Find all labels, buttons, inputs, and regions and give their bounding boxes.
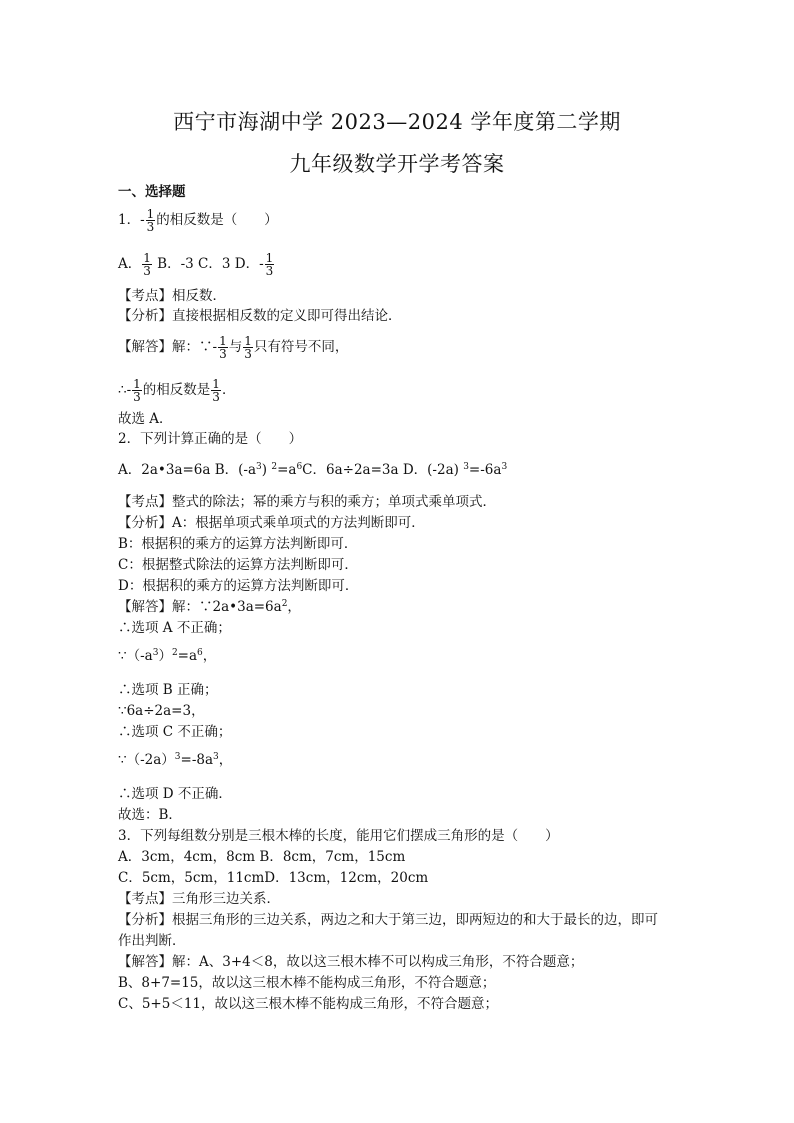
q1-jieda: 【解答】解：∵- $\frac{1}{3}$ 与 $\frac{1}{3}$ 只有符号不同， — [118, 334, 349, 361]
q3-kaodian: 【考点】三角形三边关系． — [118, 891, 280, 907]
q3-options-2: C．5cm，5cm，11cmD．13cm，12cm，20cm — [118, 870, 429, 886]
q3-jieda-a: 【解答】解：A、3+4＜8，故以这三根木棒不可以构成三角形，不符合题意； — [118, 954, 584, 970]
q3-jieda-c: C、5+5＜11，故以这三根木棒不能构成三角形，不符合题意； — [118, 996, 498, 1012]
fraction: $\frac{1}{3}$ — [146, 207, 155, 234]
q1-stem: 1．- $\frac{1}{3}$ 的相反数是（ ） — [118, 207, 278, 234]
q2-line-d: $\because(-2a)^3=-8a^3$， — [118, 752, 233, 768]
q2-step-b: ∴选项 B 正确； — [118, 682, 218, 698]
fraction: $\frac{1}{3}$ — [265, 251, 274, 278]
q1-conclusion: ∴- $\frac{1}{3}$ 的相反数是 $\frac{1}{3}$ ． — [118, 377, 236, 404]
q3-fenxi-cont: 作出判断． — [118, 933, 186, 949]
fraction: $\frac{1}{3}$ — [212, 377, 220, 404]
q2-analysis-b: B：根据积的乘方的运算方法判断即可． — [118, 536, 358, 552]
fraction: $\frac{1}{3}$ — [244, 334, 252, 361]
q2-fenxi: 【分析】A：根据单项式乘单项式的方法判断即可． — [118, 515, 425, 531]
q1-fenxi: 【分析】直接根据相反数的定义即可得出结论． — [118, 308, 402, 324]
q2-analysis-c: C：根据整式除法的运算方法判断即可． — [118, 557, 358, 573]
q2-jieda: 【解答】解：$\because 2a•3a=6a^2$， — [118, 599, 301, 615]
fraction: $\frac{1}{3}$ — [143, 251, 151, 278]
fraction: $\frac{1}{3}$ — [133, 377, 141, 404]
q1-options: A． $\frac{1}{3}$ B．-3 C．3 D．- $\frac{1}{3}$ — [118, 251, 274, 278]
section-heading: 一、选择题 — [118, 184, 186, 200]
q2-line-b: $\because(-a^3)^2=a^6$， — [118, 648, 217, 664]
fraction: $\frac{1}{3}$ — [219, 334, 227, 361]
q2-step-d: ∴选项 D 不正确． — [118, 786, 232, 802]
q2-stem: 2．下列计算正确的是（ ） — [118, 431, 303, 447]
q1-answer: 故选 A． — [118, 411, 173, 427]
q2-analysis-d: D：根据积的乘方的运算方法判断即可． — [118, 578, 359, 594]
q1-kaodian: 【考点】相反数． — [118, 288, 226, 304]
q2-step-a: ∴选项 A 不正确； — [118, 620, 231, 636]
q3-jieda-b: B、8+7=15，故以这三根木棒不能构成三角形，不符合题意； — [118, 975, 496, 991]
q2-step-c: ∴选项 C 不正确； — [118, 724, 232, 740]
q2-options: A．2a•3a=6a B．$(-a^3)$ $^2=a^6C$．6a÷2a=3a D．(-2a) $^3=-6a^3$ — [118, 462, 508, 478]
q3-stem: 3．下列每组数分别是三根木棒的长度，能用它们摆成三角形的是（ ） — [118, 828, 559, 844]
document-subtitle: 九年级数学开学考答案 — [289, 152, 505, 176]
q3-options-1: A．3cm，4cm，8cm B．8cm，7cm，15cm — [118, 849, 406, 865]
q2-answer: 故选：B． — [118, 807, 182, 823]
document-title: 西宁市海湖中学 2023—2024 学年度第二学期 — [173, 110, 621, 134]
q2-line-c: ∵6a÷2a=3， — [118, 703, 205, 719]
q3-fenxi: 【分析】根据三角形的三边关系，两边之和大于第三边，即两短边的和大于最长的边，即可 — [118, 912, 658, 928]
q2-kaodian: 【考点】整式的除法；幂的乘方与积的乘方；单项式乘单项式． — [118, 494, 496, 510]
